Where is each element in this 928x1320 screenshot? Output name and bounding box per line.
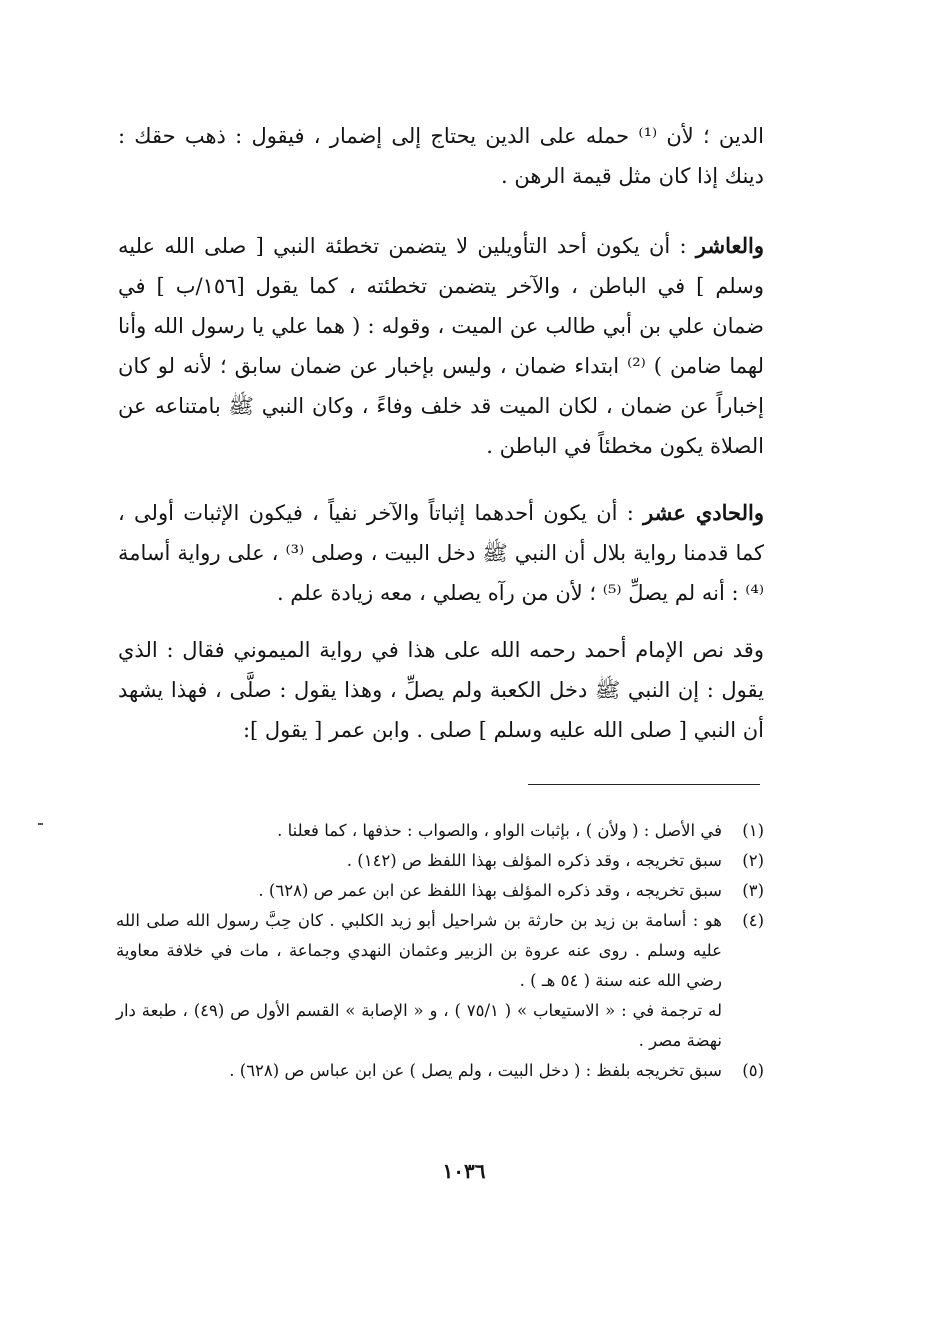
footnotes xyxy=(116,816,764,1086)
scan-mark xyxy=(38,823,43,825)
footnote-number: (١) xyxy=(742,821,764,840)
footnote-text: في الأصل : ( ولأن ) ، بإثبات الواو ، والصواب : حذفها ، كما فعلنا . xyxy=(277,821,722,840)
footnote-2 xyxy=(116,846,764,876)
footnote-number: (٥) xyxy=(742,1061,764,1080)
paragraph-1 xyxy=(118,116,764,196)
paragraph-2 xyxy=(118,226,764,466)
footnote-5 xyxy=(116,1056,764,1086)
paragraph-text: : أن يكون أحد التأويلين لا يتضمن تخطئة النبي [ صلى الله عليه وسلم ] في الباطن ، والآخر يتضمن تخطئته ، كما يقول [١٥٦/ب ] في ضمان علي بن أبي طالب عن الميت ، وقوله : ( هما علي يا رسول الله وأنا لهما ضامن ) ⁽²⁾ ابتداء ضمان ، وليس بإخبار عن ضمان سابق ؛ لأنه لو كان إخباراً عن ضمان ، لكان الميت قد خلف وفاءً ، وكان النبي ﷺ بامتناعه عن الصلاة يكون مخطئاً في الباطن . xyxy=(118,234,764,458)
footnote-number: (٣) xyxy=(742,881,764,900)
footnote-number: (٤) xyxy=(742,911,764,930)
footnote-1 xyxy=(116,816,764,846)
footnote-4 xyxy=(116,906,764,996)
footnote-text: سبق تخريجه بلفظ : ( دخل البيت ، ولم يصل ) عن ابن عباس ص (٦٢٨) . xyxy=(229,1061,722,1080)
footnote-divider xyxy=(528,784,760,785)
paragraph-text: : أن يكون أحدهما إثباتاً والآخر نفياً ، فيكون الإثبات أولى ، كما قدمنا رواية بلال أن النبي ﷺ دخل البيت ، وصلى ⁽³⁾ ، على رواية أسامة ⁽⁴⁾ : أنه لم يصلِّ ⁽⁵⁾ ؛ لأن من رآه يصلي ، معه زيادة علم . xyxy=(118,501,764,605)
paragraph-4 xyxy=(118,630,764,750)
paragraph-3 xyxy=(118,493,764,613)
paragraph-lead: والحادي عشر xyxy=(643,500,764,525)
footnote-text: سبق تخريجه ، وقد ذكره المؤلف بهذا اللفظ ص (١٤٢) . xyxy=(346,851,722,870)
footnote-number: (٢) xyxy=(742,851,764,870)
paragraph-text: الدين ؛ لأن ⁽¹⁾ حمله على الدين يحتاج إلى إضمار ، فيقول : ذهب حقك : دينك إذا كان مثل قيمة الرهن . xyxy=(118,124,765,188)
page-number: ١٠٣٦ xyxy=(442,1159,486,1183)
footnote-4-reference: له ترجمة في : « الاستيعاب » ( ٧٥/١ ) ، و « الإصابة » القسم الأول ص (٤٩) ، طبعة دار نهضة مصر . xyxy=(116,1001,722,1050)
paragraph-text: وقد نص الإمام أحمد رحمه الله على هذا في رواية الميموني فقال : الذي يقول : إن النبي ﷺ دخل الكعبة ولم يصلِّ ، وهذا يقول : صلَّى ، فهذا يشهد أن النبي [ صلى الله عليه وسلم ] صلى . وابن عمر [ يقول ]: xyxy=(118,638,764,742)
paragraph-lead: والعاشر xyxy=(695,233,764,258)
footnote-3 xyxy=(116,876,764,906)
footnote-text: سبق تخريجه ، وقد ذكره المؤلف بهذا اللفظ عن ابن عمر ص (٦٢٨) . xyxy=(258,881,722,900)
footnote-text: هو : أسامة بن زيد بن حارثة بن شراحيل أبو زيد الكلبي . كان حِبَّ رسول الله صلى الله عليه وسلم . روى عنه عروة بن الزبير وعثمان النهدي وجماعة ، مات في خلافة معاوية رضي الله عنه سنة ( ٥٤ هـ ) . xyxy=(116,911,722,990)
